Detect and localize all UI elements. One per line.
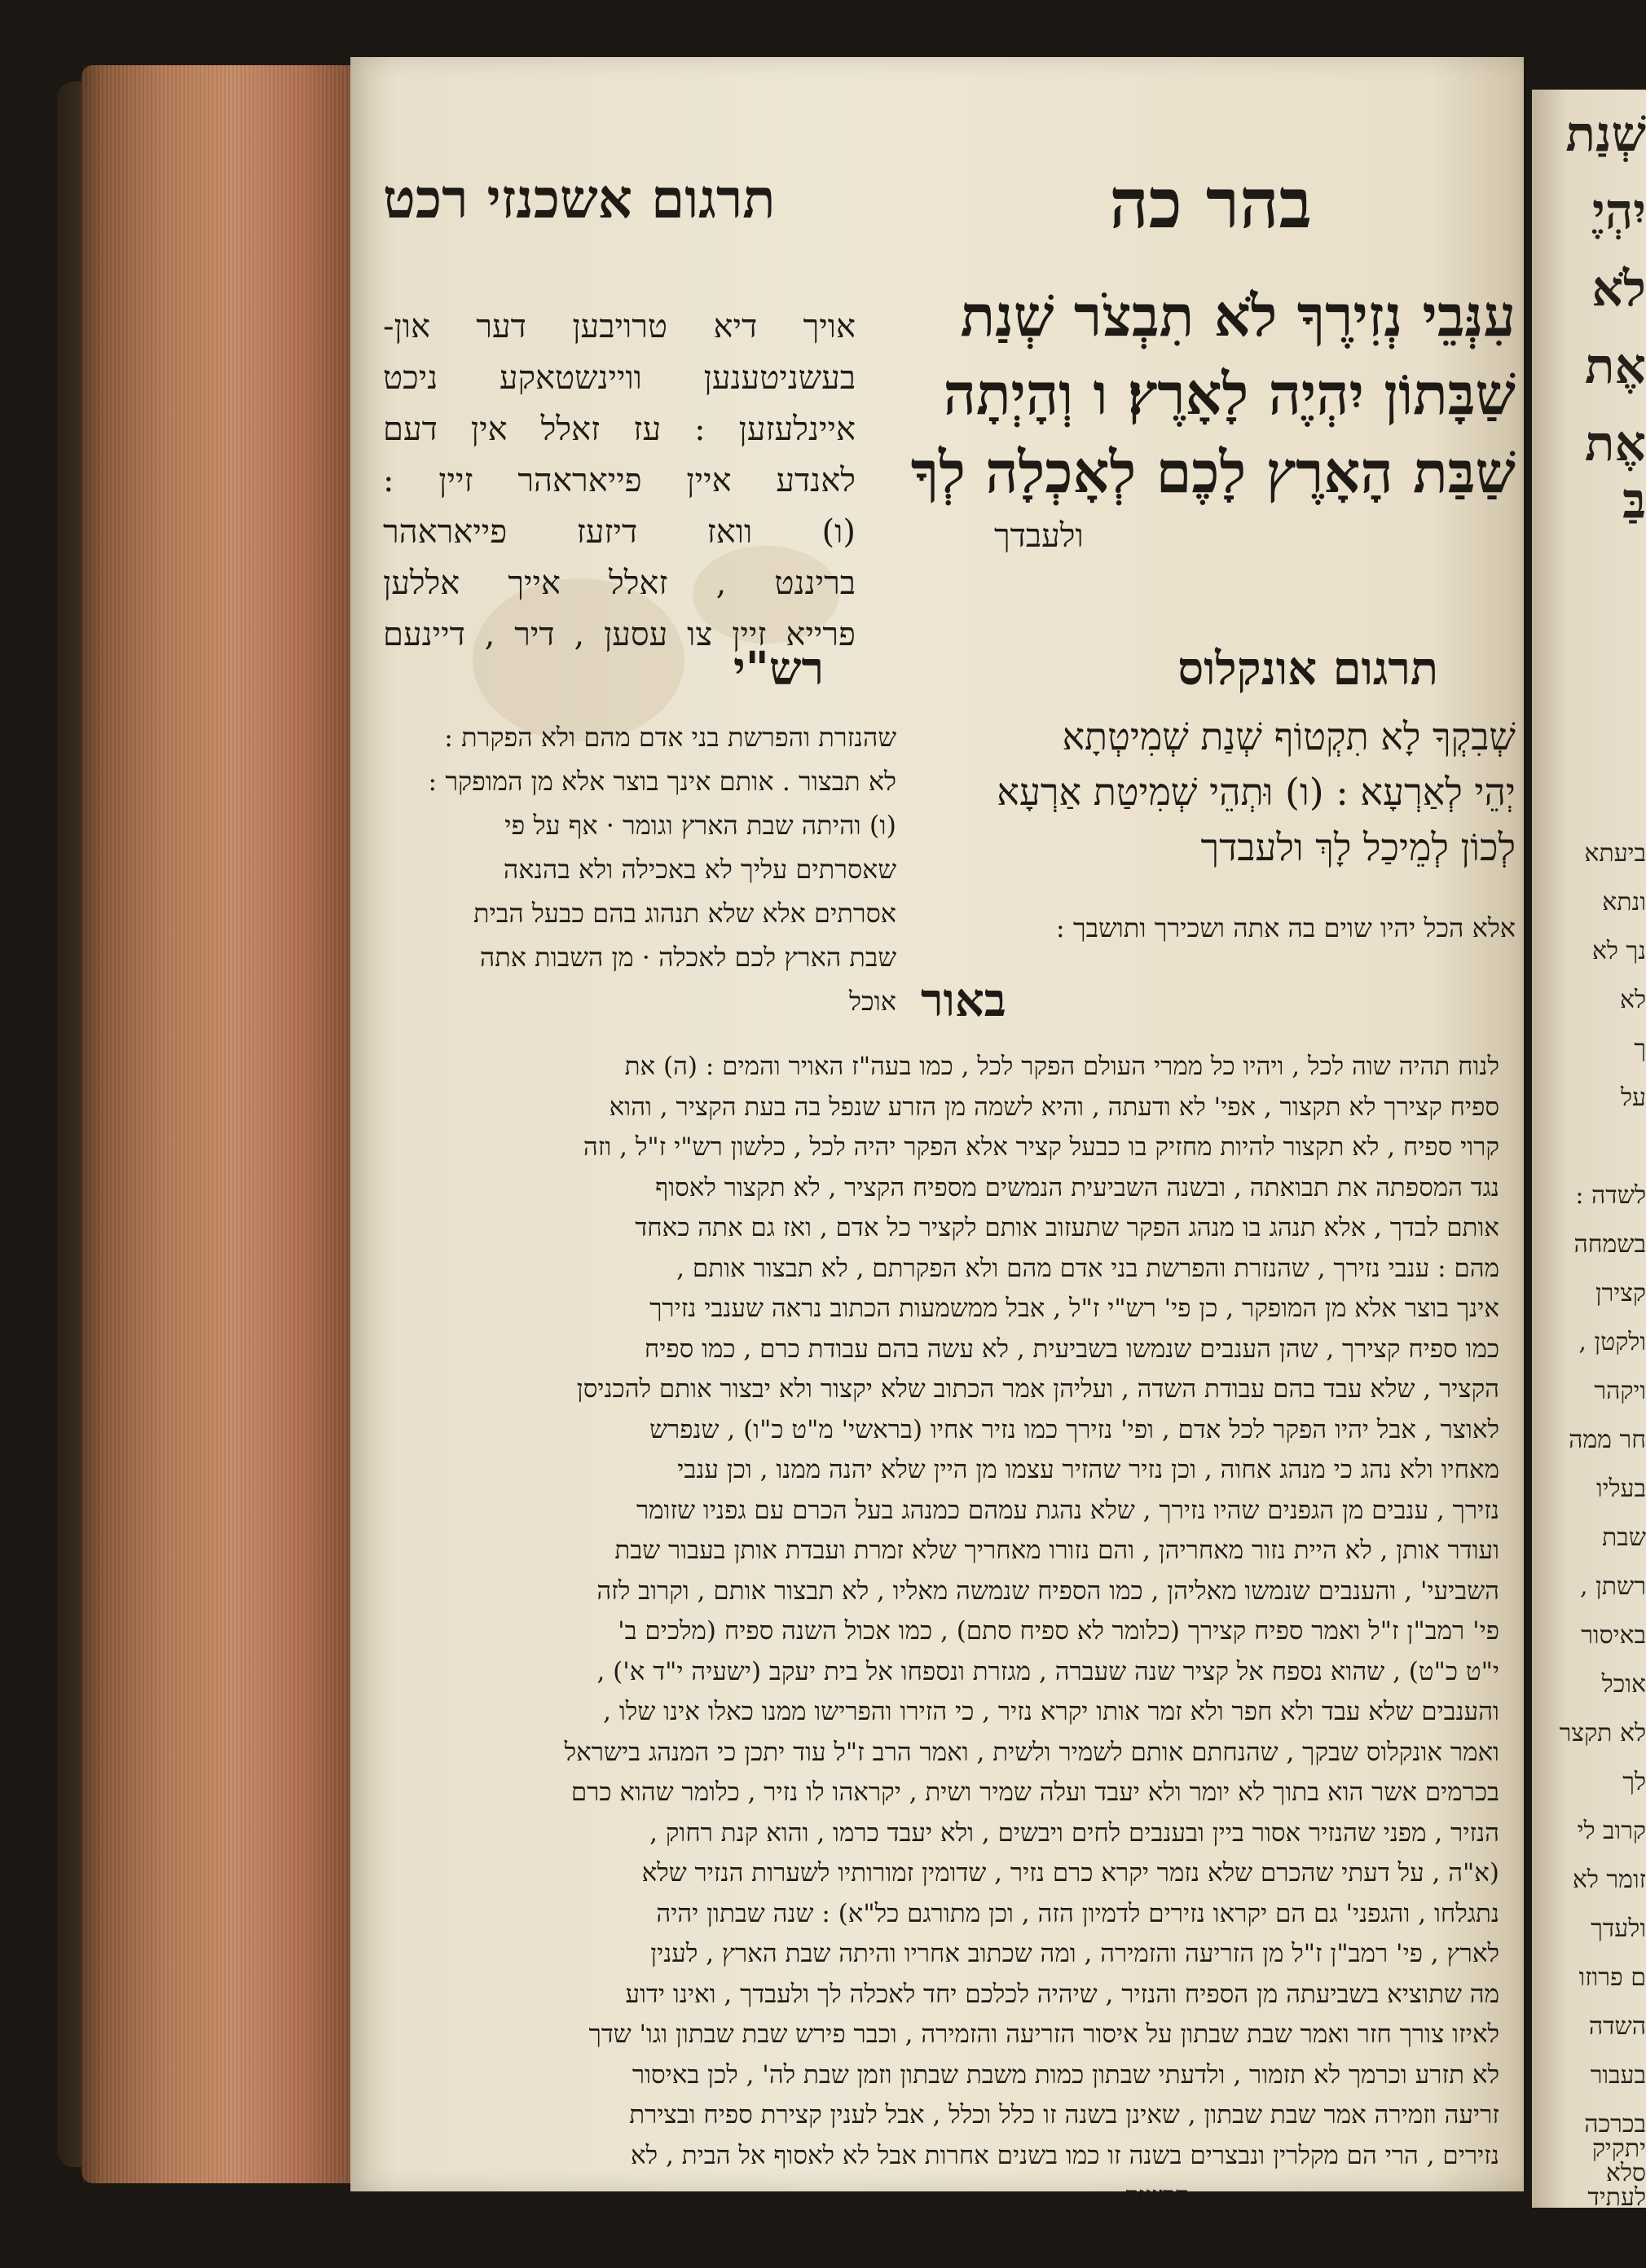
rashi-line: שהנזרת והפרשת בני אדם מהם ולא הפקרת : <box>444 722 896 753</box>
biur-line: נזירך , ענבים מן הגפנים שהיו נזירך , שלא נהגת עמהם כמנהג בעל הכרם עם גפניו שזומר <box>636 1495 1499 1525</box>
rashi-line: אסרתים אלא שלא תנהוג בהם כבעל הבית <box>473 898 896 929</box>
rashi-line: לא תבצור . אותם אינך בוצר אלא מן המופקר : <box>428 766 896 797</box>
yiddish-translation <box>383 301 856 661</box>
onkelos-footnote: אלא הכל יהיו שוים בה אתה ושכירך ותושבך : <box>1055 912 1516 943</box>
running-head-parashah: בהר כה <box>1109 163 1312 244</box>
facing-page-fragment: שְׁנַת <box>1565 106 1646 163</box>
facing-page-fragment: נך לא <box>1591 937 1646 965</box>
facing-page-fragment: ולעדך <box>1591 1914 1646 1943</box>
facing-page-fragment: זומר לא <box>1572 1866 1646 1894</box>
biur-line: מה שתוציא בשביעתה מן הספיח והנזיר , שיהיה לכלכם יחד לאכלה לך ולעבדך , ואינו ידוע <box>625 1979 1499 2009</box>
biur-line: ואמר אונקלוס שבקך , שהנחתם אותם לשמיר ולשית , ואמר הרב ז"ל עוד יתכן כי המנהג בישראל <box>564 1737 1499 1767</box>
biur-line: י"ט כ"ט) , שהוא נספח אל קציר שנה שעברה , מגזרת ונספחו אל בית יעקב (ישעיה י"ד א') , <box>596 1656 1499 1686</box>
biur-catchword: הרשות <box>1124 2182 1190 2210</box>
onkelos-line: שְׁבִקְךָ לָא תִקְטוֹף שְׁנַת שְׁמִיטְתָא <box>1062 714 1516 758</box>
book-page <box>350 57 1524 2210</box>
yiddish-line: פרייא זיין צו עסען , דיר , דיינעם <box>383 616 856 653</box>
biur-line: בכרמים אשר הוא בתוך לא יומר ולא יעבד ועלה שמיר ושית , יקראהו לו נזיר , כלומר שהוא כרם <box>570 1778 1499 1807</box>
facing-page-fragment: לֹא <box>1591 261 1646 318</box>
facing-page-fragment: אוכל <box>1601 1670 1646 1699</box>
rashi-line: אוכל <box>849 986 896 1017</box>
yiddish-line: לאנדע איין פייאראהר זיין : <box>383 462 856 499</box>
facing-page-fragment: ויקהר <box>1594 1377 1646 1405</box>
facing-page-fragment: לך <box>1622 1768 1646 1796</box>
onkelos-targum <box>994 709 1516 948</box>
page-block-edge <box>81 65 359 2183</box>
biur-line: נגד המספתה את תבואתה , ובשנה השביעית הנמשים מספיח הקציר , לא תקצור לאסוף <box>655 1172 1499 1202</box>
biur-line: מהם : ענבי נזירך , שהנזרת והפרשת בני אדם מהם ולא הפקרתם , לא תבצור אותם , <box>676 1253 1499 1283</box>
facing-page-fragment: באיסור <box>1581 1621 1646 1650</box>
biur-line: השביעי' , והענבים שנמשו מאליהן , כמו הספיח שנמשה מאליו , לא תבצור אותם , וקרוב לזה <box>596 1576 1499 1606</box>
facing-page-fragment: ולקטן , <box>1578 1328 1646 1356</box>
biur-line: זריעה וזמירה אמר שבת שבתון , שאינן בשנה זו כלל וכלל , אבל לענין קצירת ספיח ובצירת <box>629 2100 1499 2130</box>
facing-page-fragment: ם פרוזו <box>1578 1963 1646 1992</box>
yiddish-line: בריננט , זאלל אייך אללען <box>383 565 856 602</box>
biur-heading: באור <box>921 974 1006 1027</box>
facing-page-fragment: בעבור <box>1590 2061 1646 2090</box>
facing-page-fragment: השדה <box>1588 2012 1646 2041</box>
facing-page-fragment: לא <box>1619 986 1646 1014</box>
rashi-heading: רש"י <box>733 642 825 696</box>
biur-line: כמו ספיח קצירך , שהן הענבים שנמשו בשביעית , לא עשה בהם עבודת כרם , כמו ספיח <box>644 1334 1499 1364</box>
biur-line: אינך בוצר אלא מן המופקר , כן פי' רש"י ז"ל , אבל ממשמעות הכתוב נראה שענבי נזירך <box>649 1294 1499 1323</box>
biur-line: והענבים שלא עבד ולא חפר ולא זמר אותו יקרא נזיר , כי הזירו והפרישו ממנו כאלו אינו שלו , <box>603 1697 1499 1726</box>
biur-line: לאוצר , אבל יהיו הפקר לכל אדם , ופי' נזירך כמו נזיר אחיו (בראשי' מ"ט כ"ו) , שנפרש <box>649 1414 1499 1444</box>
biur-line: לאיזו צורך חזר ואמר שבת שבתון על איסור הזריעה והזמירה , וכבר פירש שבת שבתון וגו' שדך <box>588 2020 1499 2049</box>
verse-line: שַׁבָּתוֹן יִהְיֶה לָאָרֶץ׃ ו וְהָיְתָה <box>943 360 1516 428</box>
facing-page-fragment: שבת <box>1602 1523 1646 1552</box>
onkelos-line: יְהֵי לְאַרְעָא : (ו) וּתְהֵי שְׁמִיטַת אַרְעָא <box>997 770 1516 814</box>
scripture-verse <box>896 277 1516 560</box>
facing-page-fragment: יתקיק <box>1591 2134 1646 2163</box>
onkelos-line: לְכוֹן לְמֵיכַל לָךְ ולעבדך <box>1200 825 1516 869</box>
biur-commentary <box>391 1047 1499 2217</box>
facing-page-fragment: בעליו <box>1595 1475 1646 1503</box>
verse-catchword: ולעבדך <box>994 517 1084 555</box>
biur-line: אותם לבדך , אלא תנהג בו מנהג הפקר שתעזוב אותם לקציר כל אדם , ואז גם אתה כאחד <box>635 1213 1499 1242</box>
onkelos-heading: תרגום אונקלוס <box>1177 642 1438 696</box>
facing-page-fragment: בשמחה <box>1573 1230 1646 1259</box>
biur-line: הנזיר , מפני שהנזיר אסור ביין ובענבים לחים ויבשים , ולא יעבד כרמו , והוא קנת רחוק , <box>649 1817 1499 1848</box>
biur-line: ועודר אותן , לא היית נזור מאחריהן , והם נזורו מאחריך שלא זמרת ועבדת אותן בעבור שבת <box>614 1536 1499 1565</box>
biur-line: (א"ה , על דעתי שהכרם שלא נזמר יקרא כרם נזיר , שדומין זמורותיו לשערות הנזיר שלא <box>641 1858 1499 1888</box>
yiddish-line: אויך דיא טרויבען דער און- <box>383 308 856 345</box>
facing-page-fragment: קצירן <box>1595 1279 1646 1308</box>
rashi-commentary <box>367 715 896 1023</box>
biur-line: לא תזרע וכרמך לא תזמור , ולדעתי שבתון כמות משבת שבתון וזמן שבת לה' , לכן באיסור <box>632 2059 1499 2090</box>
yiddish-line: (ו) וואז דיזעז פייאראהר <box>383 513 856 551</box>
biur-line: נזירים , הרי הם מקלרין ונבצרים בשנה זו כמו בשנים אחרות אבל לא לאסוף אל הבית , לא <box>631 2140 1499 2170</box>
biur-line: ספיח קצירך לא תקצור , אפי' לא ודעתה , והיא לשמה מן הזרע שנפל בה בעת הקציר , והוא <box>609 1092 1499 1122</box>
rashi-line: שבת הארץ לכם לאכלה · מן השבות אתה <box>479 942 896 973</box>
facing-page-fragment: לעתיד <box>1587 2183 1646 2212</box>
biur-line: לנוח תהיה שוה לכל , ויהיו כל ממרי העולם הפקר לכל , כמו בעה"ז האויר והמים : (ה) את <box>624 1052 1499 1081</box>
facing-page-fragment: לא תקצר <box>1559 1719 1646 1747</box>
facing-page-fragment: אֶת <box>1584 338 1646 395</box>
facing-page-fragment: רשתן , <box>1580 1572 1646 1601</box>
facing-page-fragment: בַּ <box>1622 472 1646 530</box>
rashi-line: (ו) והיתה שבת הארץ וגומר · אף על פי <box>504 810 896 841</box>
facing-page-fragment: חר ממה <box>1569 1426 1646 1454</box>
yiddish-line: בעשניטענען וויינשטאקע ניכט <box>383 359 856 397</box>
biur-line: נתגלחו , והגפני' גם הם יקראו נזירים לדמיון הזה , וכן מתורגם כל"א) : שנה שבתון יהיה <box>656 1898 1499 1928</box>
verse-line: שַׁבַּת הָאָרֶץ לָכֶם לְאָכְלָה לְךָ <box>910 438 1516 506</box>
verse-line: עִנְּבֵי נְזִירֶךָ לֹא תִבְצֹר שְׁנַת <box>960 282 1516 349</box>
biur-line: הקציר , שלא עבד בהם עבודת השדה , ועליהן אמר הכתוב שלא יקצור ולא יבצור אותם להכניסן <box>576 1374 1499 1404</box>
facing-page-fragment: בכרכה <box>1584 2110 1646 2138</box>
facing-page-edge <box>1532 90 1646 2212</box>
facing-page-fragment: ך <box>1634 1035 1646 1063</box>
facing-page-fragment: ונתא <box>1602 888 1646 916</box>
facing-page-fragment: קרוב לי <box>1577 1817 1646 1845</box>
biur-line: לארץ , פי' רמב"ן ז"ל מן הזריעה והזמירה , ומה שכתוב אחריו והיתה שבת הארץ , לענין <box>650 1939 1499 1968</box>
facing-page-fragment: סלא <box>1605 2159 1646 2187</box>
biur-line: מאחיו ולא נהג כי מנהג אחוה , וכן נזיר שהזיר עצמו מן היין שלא יהנה ממנו , וכן ענבי <box>677 1455 1499 1484</box>
facing-page-fragment: יִהְיֶ <box>1592 183 1646 240</box>
facing-page-fragment: על <box>1620 1083 1646 1112</box>
biur-line: פי' רמב"ן ז"ל ואמר ספיח קצירך (כלומר לא ספיח סתם) , כמו אכול השנה ספיח (מלכים ב' <box>618 1616 1499 1646</box>
facing-page-fragment: אֶת <box>1584 415 1646 472</box>
biur-line: קרוי ספיח , לא תקצור להיות מחזיק בו כבעל קציר אלא הפקר יהיה לכל , כלשון רש"י ז"ל , וזה <box>583 1132 1499 1162</box>
running-head-translation: תרגום אשכנזי רכט <box>383 167 776 231</box>
facing-page-fragment: ביעתא <box>1584 839 1646 868</box>
rashi-line: שאסרתים עליך לא באכילה ולא בהנאה <box>503 854 896 885</box>
facing-page-fragment: לשדה : <box>1575 1181 1646 1210</box>
yiddish-line: איינלעזען : עז זאלל אין דעם <box>383 411 856 448</box>
